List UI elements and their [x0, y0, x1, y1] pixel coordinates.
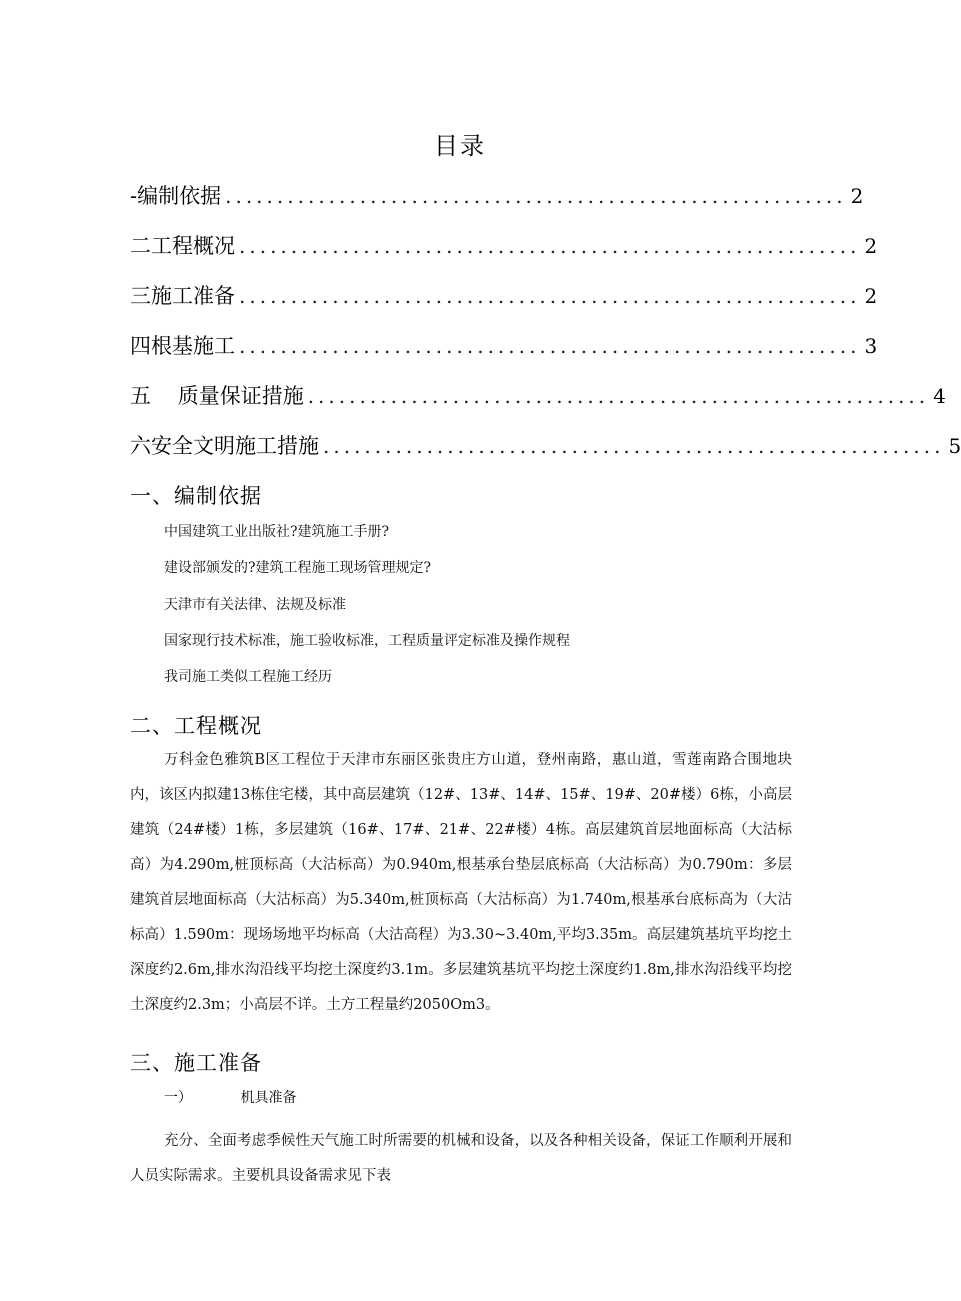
toc-entry-label: 二工程概况 [130, 234, 235, 258]
toc-leader-dots: ............................................................ [307, 384, 930, 408]
section-heading-basis: 一、编制依据 [130, 484, 262, 508]
toc-entry-page: 5 [948, 434, 961, 458]
basis-item: 我司施工类似工程施工经历 [164, 669, 332, 685]
toc-entry-label: -编制依据 [130, 184, 222, 208]
toc-entry[interactable] [130, 430, 961, 480]
subsection-heading [164, 1087, 296, 1107]
section-heading-preparation: 三、施工准备 [130, 1051, 262, 1075]
subsection-title: 机具准备 [240, 1090, 297, 1106]
toc-leader-dots: ............................................................ [225, 184, 847, 208]
basis-item: 中国建筑工业出版社?建筑施工手册? [164, 524, 390, 540]
toc-entry-page: 2 [850, 184, 864, 208]
toc-entry-label: 四根基施工 [130, 334, 235, 358]
section-heading-overview: 二、工程概况 [130, 714, 262, 738]
toc-entry-page: 2 [864, 284, 878, 308]
basis-item: 建设部颁发的?建筑工程施工现场管理规定? [164, 560, 432, 576]
toc-leader-dots: ............................................................ [239, 334, 861, 358]
toc-leader-dots: ............................................................ [323, 434, 945, 458]
toc-entry[interactable] [130, 230, 878, 280]
toc-entry[interactable] [130, 180, 864, 230]
overview-paragraph: 万科金色雅筑B区工程位于天津市东丽区张贵庄方山道，登州南路，惠山道，雪莲南路合围地块内，该区内拟建13栋住宅楼，其中高层建筑（12#、13#、14#、15#、19#、20#楼）6栋，小高层建筑（24#楼）1栋，多层建筑（16#、17#、21#、22#楼）4栋。高层建筑首层地面标高（大沽标高）为4.290m,桩顶标高（大沽标高）为0.940m,根基承台垫层底标高（大沽标高）为0.790m：多层建筑首层地面标高（大沽标高）为5.340m,桩顶标高（大沽标高）为1.740m,根基承台底标高为（大沽标高）1.590m：现场场地平均标高（大沽高程）为3.30~3.40m,平均3.35m。高层建筑基坑平均挖土深度约2.6m,排水沟沿线平均挖土深度约3.1m。多层建筑基坑平均挖土深度约1.8m,排水沟沿线平均挖土深度约2.3m；小高层不详。土方工程量约2050Om3。 [130, 752, 792, 1013]
toc-entry-page: 3 [864, 334, 878, 358]
toc-entry[interactable] [130, 280, 878, 330]
toc-entry-page: 2 [864, 234, 878, 258]
toc-entry-page: 4 [933, 384, 946, 408]
toc-title: 目录 [434, 132, 486, 160]
toc-entry-label: 五 质量保证措施 [130, 384, 304, 408]
basis-item: 国家现行技术标准，施工验收标准，工程质量评定标准及操作规程 [164, 633, 570, 649]
toc-entry-label: 三施工准备 [130, 284, 235, 308]
toc-leader-dots: ............................................................ [239, 234, 861, 258]
toc-entry[interactable] [130, 380, 946, 430]
table-of-contents [130, 180, 961, 480]
subsection-number: 一） [164, 1090, 192, 1106]
toc-entry[interactable] [130, 330, 878, 380]
basis-item: 天津市有关法律、法规及标准 [164, 597, 346, 613]
preparation-paragraph: 充分、全面考虑季候性天气施工时所需要的机械和设备，以及各种相关设备，保证工作顺利开展和人员实际需求。主要机具设备需求见下表 [130, 1133, 792, 1184]
toc-leader-dots: ............................................................ [239, 284, 861, 308]
toc-entry-label: 六安全文明施工措施 [130, 434, 319, 458]
